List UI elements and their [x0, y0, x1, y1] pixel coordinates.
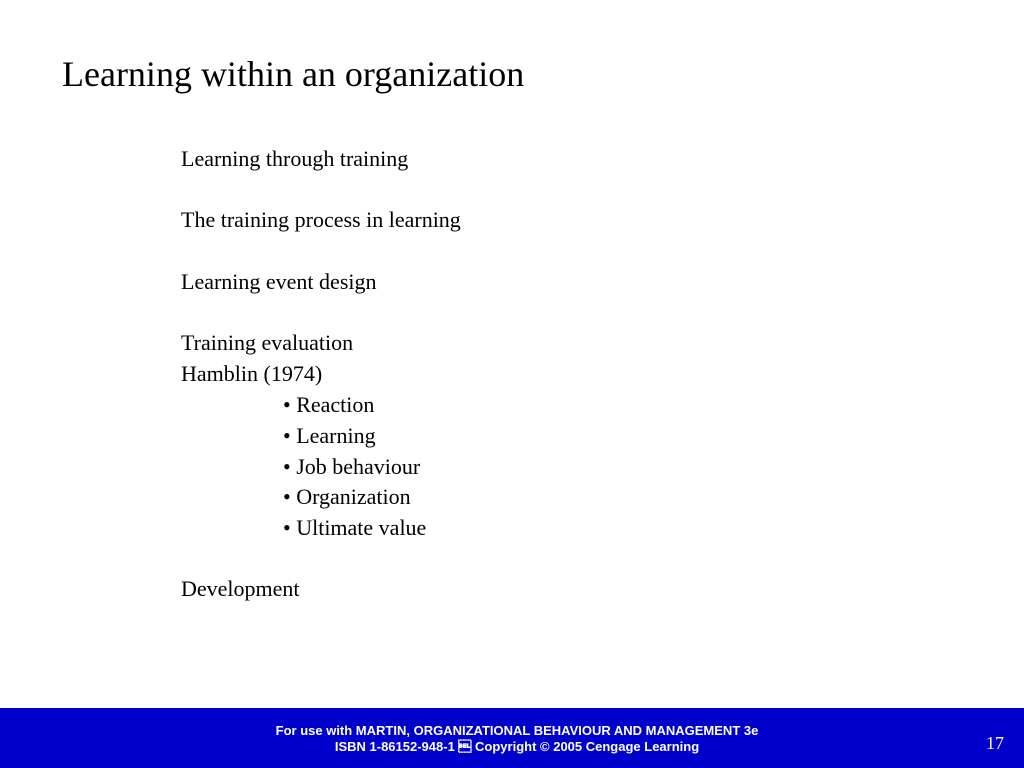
bullet-organization: • Organization: [283, 484, 411, 509]
item-learning-through-training: Learning through training: [181, 146, 409, 171]
footer-isbn-copyright: ISBN 1-86152-948-1  Copyright © 2005 Cengage Learning: [334, 739, 700, 754]
bullet-reaction: • Reaction: [283, 392, 375, 417]
item-training-evaluation: Training evaluation: [181, 330, 354, 355]
bullet-learning: • Learning: [283, 423, 376, 448]
footer-bar: [0, 708, 1024, 768]
bullet-job-behaviour: • Job behaviour: [283, 454, 421, 479]
slide-title: Learning within an organization: [62, 54, 525, 94]
item-development: Development: [181, 576, 300, 601]
item-training-process: The training process in learning: [181, 207, 461, 232]
page-number: 17: [986, 733, 1004, 753]
item-hamblin: Hamblin (1974): [181, 361, 323, 386]
item-learning-event-design: Learning event design: [181, 269, 377, 294]
bullet-ultimate-value: • Ultimate value: [283, 515, 427, 540]
footer-book-credit: For use with MARTIN, ORGANIZATIONAL BEHAVIOUR AND MANAGEMENT 3e: [275, 723, 759, 738]
